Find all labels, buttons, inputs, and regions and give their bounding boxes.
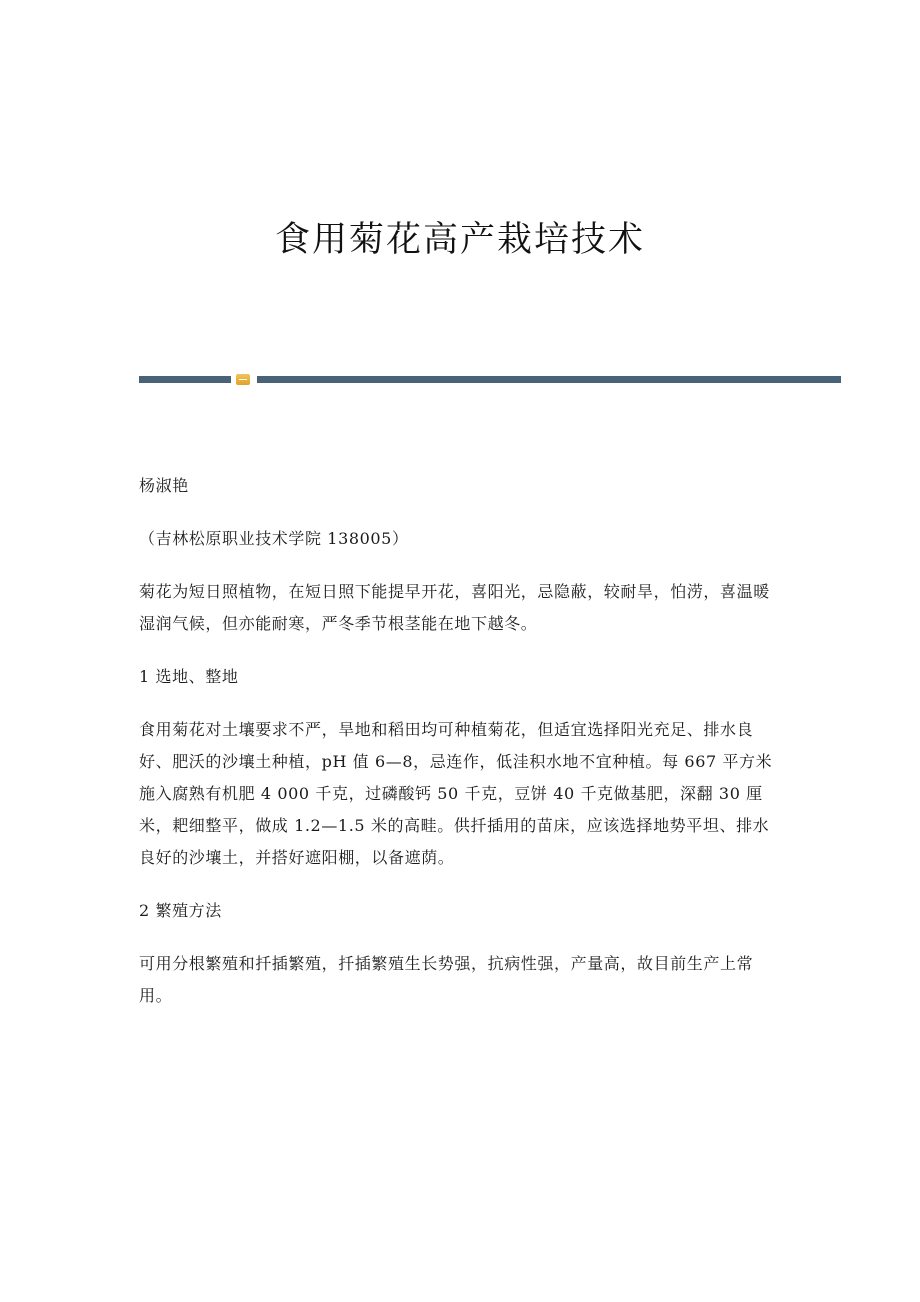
paragraph-propagation: 可用分根繁殖和扦插繁殖，扦插繁殖生长势强，抗病性强，产量高，故目前生产上常用。 bbox=[139, 954, 754, 1005]
divider-emblem-icon bbox=[236, 374, 250, 385]
document-title: 食用菊花高产栽培技术 bbox=[274, 220, 645, 260]
paragraph-intro: 菊花为短日照植物，在短日照下能提早开花，喜阳光，忌隐蔽，较耐旱，怕涝，喜温暖湿润气候，但亦能耐寒，严冬季节根茎能在地下越冬。 bbox=[139, 582, 770, 633]
divider-bar-left bbox=[139, 376, 231, 383]
title-divider bbox=[139, 374, 841, 386]
section-heading-1: 1 选地、整地 bbox=[139, 667, 239, 686]
author-name: 杨淑艳 bbox=[139, 476, 189, 495]
document-body bbox=[139, 470, 779, 1033]
section-heading-2: 2 繁殖方法 bbox=[139, 901, 222, 920]
divider-bar-right bbox=[257, 376, 841, 383]
paragraph-site-prep: 食用菊花对土壤要求不严，旱地和稻田均可种植菊花，但适宜选择阳光充足、排水良好、肥沃的沙壤土种植，pH 值 6—8，忌连作，低洼积水地不宜种植。每 667 平方米施入腐熟有机肥 4 000 千克，过磷酸钙 50 千克，豆饼 40 千克做基肥，深翻 30 厘米，耙细整平，做成 1.2—1.5 米的高畦。供扦插用的苗床，应该选择地势平坦、排水良好的沙壤土，并搭好遮阳棚，以备遮荫。 bbox=[139, 720, 773, 867]
author-affiliation: （吉林松原职业技术学院 138005） bbox=[139, 529, 409, 548]
